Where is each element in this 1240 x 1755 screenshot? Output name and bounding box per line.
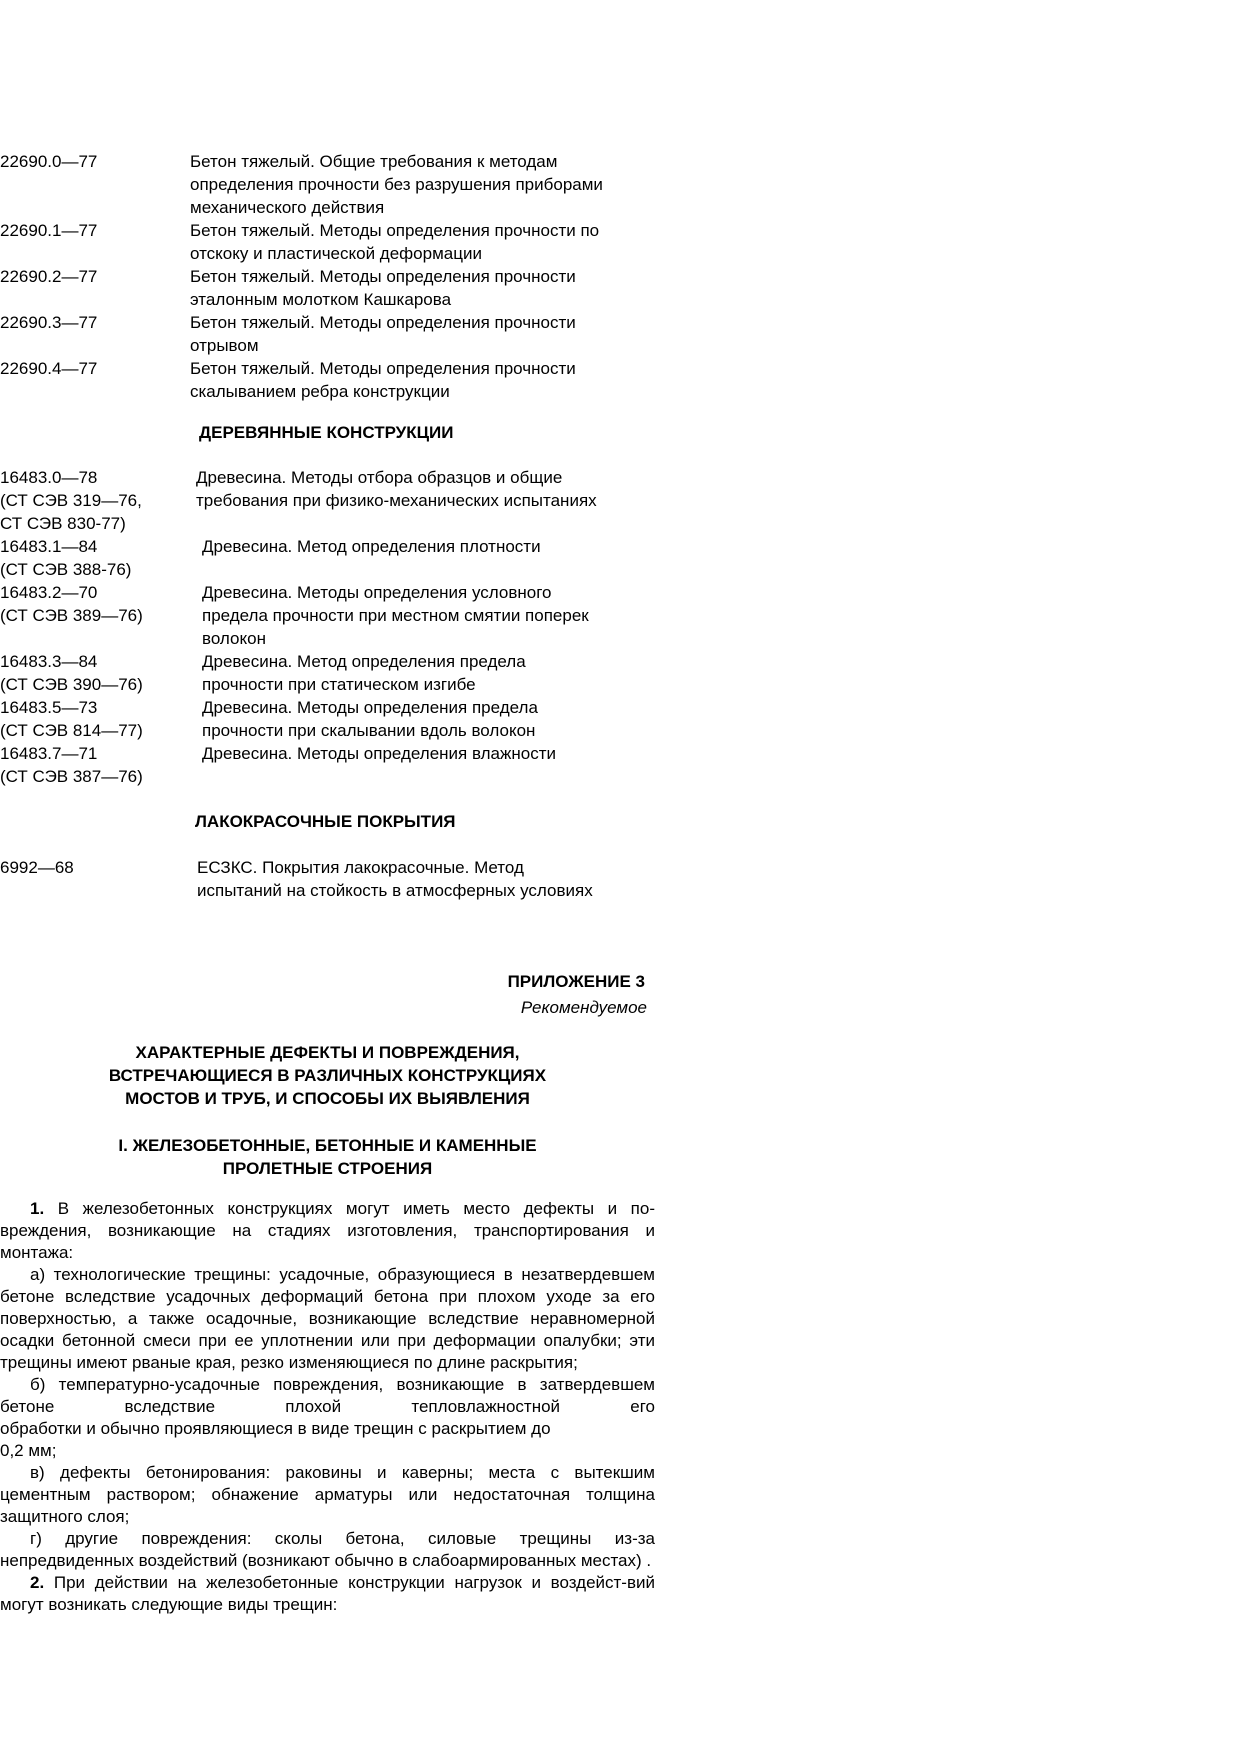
standard-description: Бетон тяжелый. Методы определения прочности скалыванием ребра конструкции bbox=[190, 359, 576, 401]
section-heading-paint: ЛАКОКРАСОЧНЫЕ ПОКРЫТИЯ bbox=[195, 812, 456, 831]
standard-code: 22690.2—77 bbox=[0, 267, 98, 286]
paragraph-number: 2. bbox=[30, 1573, 45, 1592]
standard-description: Древесина. Метод определения плотности bbox=[202, 537, 541, 556]
standard-code: 16483.1—84 (СТ СЭВ 388-76) bbox=[0, 537, 132, 579]
standard-code: 16483.7—71 (СТ СЭВ 387—76) bbox=[0, 744, 143, 786]
body-text bbox=[0, 1198, 655, 1616]
standard-code: 22690.1—77 bbox=[0, 221, 98, 240]
standard-code: 16483.0—78 (СТ СЭВ 319—76, СТ СЭВ 830-77) bbox=[0, 468, 142, 533]
paragraph-b: б) температурно-усадочные повреждения, возникающие в затвердевшем бетоне вследствие плохой тепловлажностной его bbox=[0, 1375, 655, 1416]
paragraph-1 bbox=[0, 1198, 655, 1264]
paragraph-b-end: 0,2 мм; bbox=[0, 1441, 57, 1460]
standard-description: Древесина. Методы отбора образцов и общие требования при физико-механических испытаниях bbox=[196, 468, 597, 510]
paragraph-v: в) дефекты бетонирования: раковины и каверны; места с вытекшим цементным раствором; обнажение арматуры или недостаточная толщина защитного слоя; bbox=[0, 1463, 655, 1526]
paragraph-number: 1. bbox=[30, 1199, 45, 1218]
standard-description: ЕСЗКС. Покрытия лакокрасочные. Метод испытаний на стойкость в атмосферных условиях bbox=[197, 858, 593, 900]
standard-code: 22690.4—77 bbox=[0, 359, 98, 378]
standard-description: Бетон тяжелый. Методы определения прочности по отскоку и пластической деформации bbox=[190, 221, 600, 263]
appendix-subtitle: Рекомендуемое bbox=[520, 998, 647, 1017]
standard-description: Древесина. Методы определения предела прочности при скалывании вдоль волокон bbox=[202, 698, 538, 740]
standard-description: Древесина. Методы определения условного предела прочности при местном смятии поперек волокон bbox=[202, 583, 589, 648]
standard-description: Древесина. Метод определения предела прочности при статическом изгибе bbox=[202, 652, 526, 694]
section-title: I. ЖЕЛЕЗОБЕТОННЫЕ, БЕТОННЫЕ И КАМЕННЫЕ ПРОЛЕТНЫЕ СТРОЕНИЯ bbox=[118, 1136, 537, 1178]
paragraph-text: При действии на железобетонные конструкции нагрузок и воздейст-вий могут возникать следующие виды трещин: bbox=[0, 1573, 655, 1614]
standard-description: Бетон тяжелый. Общие требования к методам определения прочности без разрушения приборами механического действия bbox=[190, 152, 603, 217]
standard-code: 16483.3—84 (СТ СЭВ 390—76) bbox=[0, 652, 143, 694]
paragraph-text: В железобетонных конструкциях могут иметь место дефекты и по-вреждения, возникающие на стадиях изготовления, транспортирования и монтажа: bbox=[0, 1199, 655, 1262]
standard-code: 22690.0—77 bbox=[0, 152, 98, 171]
standard-code: 16483.2—70 (СТ СЭВ 389—76) bbox=[0, 583, 143, 625]
paragraph-b-continued: обработки и обычно проявляющиеся в виде трещин с раскрытием до bbox=[0, 1419, 551, 1438]
paragraph-g: г) другие повреждения: сколы бетона, силовые трещины из-за непредвиденных воздействий (возникают обычно в слабоармированных местах) . bbox=[0, 1529, 655, 1570]
standard-description: Бетон тяжелый. Методы определения прочности эталонным молотком Кашкарова bbox=[190, 267, 576, 309]
section-heading-wood: ДЕРЕВЯННЫЕ КОНСТРУКЦИИ bbox=[199, 423, 454, 442]
standard-code: 22690.3—77 bbox=[0, 313, 98, 332]
standard-description: Бетон тяжелый. Методы определения прочности отрывом bbox=[190, 313, 576, 355]
standard-code: 16483.5—73 (СТ СЭВ 814—77) bbox=[0, 698, 143, 740]
paragraph-2 bbox=[0, 1572, 655, 1616]
appendix-main-title: ХАРАКТЕРНЫЕ ДЕФЕКТЫ И ПОВРЕЖДЕНИЯ, ВСТРЕЧАЮЩИЕСЯ В РАЗЛИЧНЫХ КОНСТРУКЦИЯХ МОСТОВ И ТРУБ, И СПОСОБЫ ИХ ВЫЯВЛЕНИЯ bbox=[108, 1043, 547, 1108]
standard-code: 6992—68 bbox=[0, 858, 74, 877]
standard-description: Древесина. Методы определения влажности bbox=[202, 744, 556, 763]
paragraph-a: а) технологические трещины: усадочные, образующиеся в незатвердевшем бетоне вследствие усадочных деформаций бетона при плохом уходе за его поверхностью, а также осадочные, возникающие вследствие неравномерной осадки бетонной смеси при ее уплотнении или при деформации опалубки; эти трещины имеют рваные края, резко изменяющиеся по длине раскрытия; bbox=[0, 1265, 655, 1372]
appendix-title: ПРИЛОЖЕНИЕ 3 bbox=[507, 972, 645, 991]
